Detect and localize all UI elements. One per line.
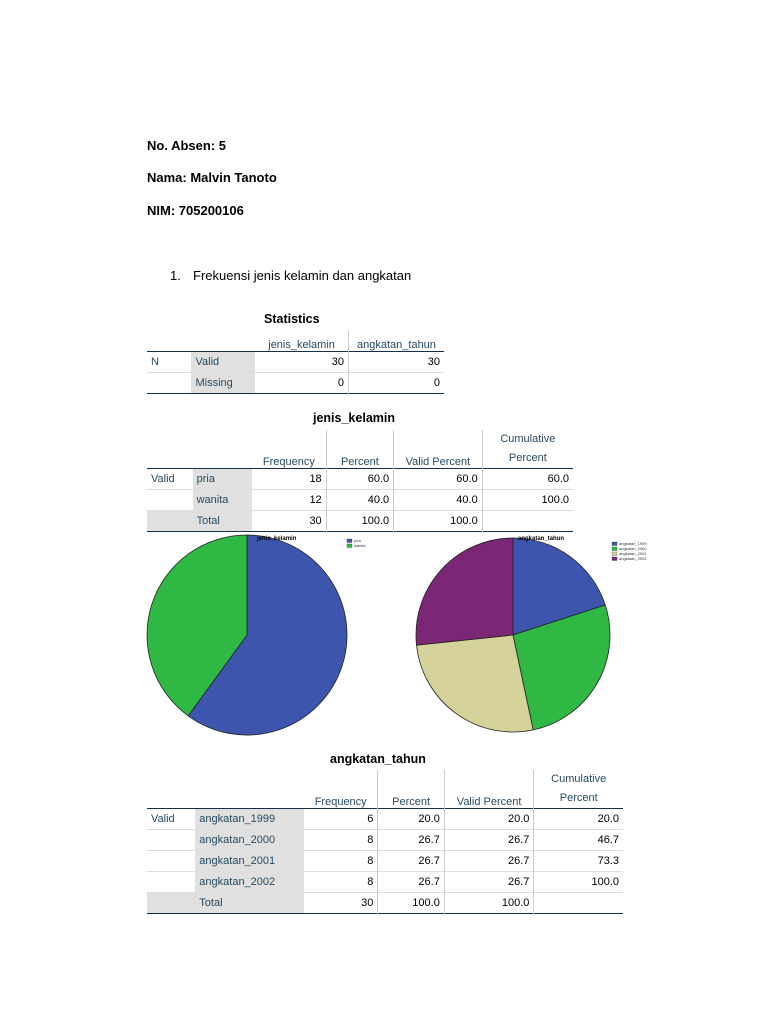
at-cell: 30	[304, 893, 378, 914]
jk-cell: 60.0	[394, 469, 483, 490]
at-row-label: angkatan_2000	[195, 830, 304, 851]
statistics-table	[147, 331, 444, 394]
at-cell: 26.7	[444, 851, 534, 872]
at-cell	[534, 893, 623, 914]
absen-line: No. Absen: 5	[147, 138, 226, 153]
at-col-frequency: Frequency	[304, 770, 378, 809]
jk-cell: 40.0	[326, 490, 393, 511]
at-cell: 8	[304, 872, 378, 893]
at-cell: 26.7	[378, 851, 444, 872]
legend-label: angkatan_2000	[619, 546, 647, 551]
at-cell: 20.0	[378, 809, 444, 830]
at-cell: 26.7	[444, 872, 534, 893]
stat-cell: 0	[255, 373, 348, 394]
at-col-percent: Percent	[378, 770, 444, 809]
at-cell: 20.0	[444, 809, 534, 830]
jk-frequency-table	[147, 430, 573, 532]
at-cell: 100.0	[378, 893, 444, 914]
legend-swatch	[347, 539, 352, 543]
stat-group-n: N	[151, 356, 159, 368]
jk-row-label: pria	[193, 469, 252, 490]
at-row-label: angkatan_2002	[195, 872, 304, 893]
jk-cell	[482, 511, 573, 532]
at-cell: 8	[304, 830, 378, 851]
jk-cell: 30	[252, 511, 326, 532]
angkatan-tahun-pie-chart	[405, 533, 675, 738]
jk-cell: 18	[252, 469, 326, 490]
jk-col-valid-percent: Valid Percent	[394, 430, 483, 469]
jk-cell: 12	[252, 490, 326, 511]
section-number: 1.	[170, 268, 181, 283]
legend-label: angkatan_1999	[619, 541, 647, 546]
jenis-kelamin-pie-chart	[147, 533, 366, 738]
jk-row-label: Total	[193, 511, 252, 532]
jk-col-percent: Percent	[326, 430, 393, 469]
legend-swatch	[612, 542, 617, 546]
at-cell: 26.7	[378, 830, 444, 851]
jk-row-label: wanita	[193, 490, 252, 511]
stat-cell: 30	[255, 352, 348, 373]
nim-line: NIM: 705200106	[147, 203, 244, 218]
jk-group-valid: Valid	[151, 473, 175, 485]
statistics-title: Statistics	[264, 312, 320, 326]
stat-cell: 0	[433, 377, 440, 389]
legend-label: pria	[354, 538, 361, 543]
at-cell: 26.7	[444, 830, 534, 851]
legend-label: angkatan_2002	[619, 556, 647, 561]
at-cell: 6	[304, 809, 378, 830]
legend-label: angkatan_2001	[619, 551, 647, 556]
legend-swatch	[347, 544, 352, 548]
stat-col-jk: jenis_kelamin	[255, 331, 348, 352]
pie-slice-angkatan-2001	[417, 635, 534, 732]
jk-cell: 100.0	[541, 494, 569, 506]
jk-table-title: jenis_kelamin	[313, 411, 395, 425]
stat-cell: 30	[427, 356, 440, 368]
at-table-title: angkatan_tahun	[330, 752, 426, 766]
pie-chart-title: jenis_kelamin	[257, 536, 297, 542]
at-row-label: Total	[195, 893, 304, 914]
jk-cell: 100.0	[394, 511, 483, 532]
at-row-label: angkatan_2001	[195, 851, 304, 872]
at-cell: 100.0	[444, 893, 534, 914]
jk-col-frequency: Frequency	[252, 430, 326, 469]
at-cell: 8	[304, 851, 378, 872]
at-col-cumulative: Cumulative Percent	[551, 773, 607, 804]
at-row-label: angkatan_1999	[195, 809, 304, 830]
at-cell: 100.0	[591, 876, 619, 888]
section-title: Frekuensi jenis kelamin dan angkatan	[193, 268, 412, 283]
at-frequency-table	[147, 770, 623, 914]
pie-chart-title: angkatan_tahun	[518, 536, 565, 542]
nama-line: Nama: Malvin Tanoto	[147, 170, 277, 185]
at-group-valid: Valid	[151, 813, 175, 825]
jk-cell: 60.0	[547, 473, 569, 485]
at-col-valid-percent: Valid Percent	[444, 770, 534, 809]
jk-cell: 40.0	[394, 490, 483, 511]
section-heading	[170, 268, 411, 283]
stat-row-label: Valid	[191, 352, 255, 373]
at-cell: 73.3	[597, 855, 619, 867]
legend-swatch	[612, 552, 617, 556]
legend-swatch	[612, 547, 617, 551]
at-cell: 26.7	[378, 872, 444, 893]
stat-col-at: angkatan_tahun	[357, 339, 436, 351]
jk-cell: 60.0	[326, 469, 393, 490]
stat-row-label: Missing	[191, 373, 255, 394]
at-cell: 46.7	[597, 834, 619, 846]
pie-slice-angkatan-2002	[416, 538, 513, 645]
legend-swatch	[612, 557, 617, 561]
jk-cell: 100.0	[326, 511, 393, 532]
at-cell: 20.0	[597, 813, 619, 825]
legend-label: wanita	[354, 543, 366, 548]
jk-col-cumulative: Cumulative Percent	[500, 433, 556, 464]
